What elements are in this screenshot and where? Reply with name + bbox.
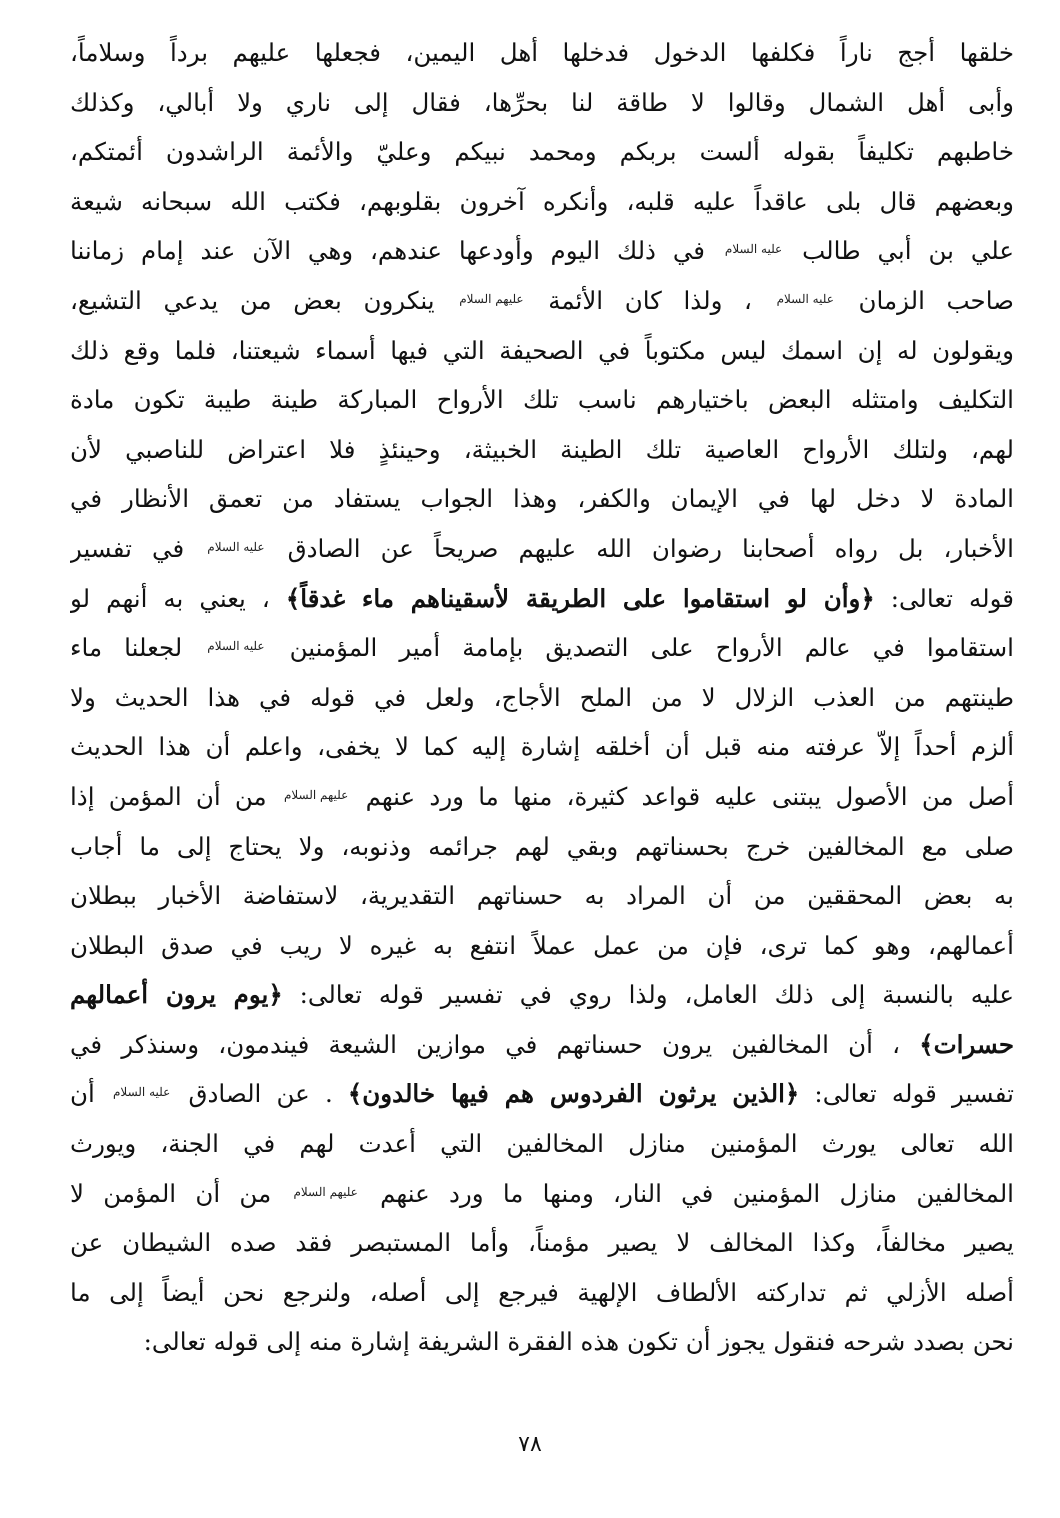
honorific-ligature: عليه السلام xyxy=(112,1085,171,1100)
text-line xyxy=(70,921,1014,971)
quranic-verse: ﴿وأن لو استقاموا على الطريقة لأسقيناهم ماء غدقاً﴾ xyxy=(285,583,875,613)
text-line xyxy=(70,474,1014,524)
text-line xyxy=(70,78,1014,128)
text-line xyxy=(70,1268,1014,1318)
text-line xyxy=(70,1218,1014,1268)
text-segment: أصله الأزلي ثم تداركته الألطاف الإلهية فيرجع إلى أصله، ولنرجع نحن أيضاً إلى ما xyxy=(70,1277,1014,1307)
text-segment: خلقها أجج ناراً فكلفها الدخول فدخلها أهل اليمين، فجعلها عليهم برداً وسلاماً، xyxy=(70,38,1014,67)
text-segment: استقاموا في عالم الأرواح على التصديق بإمامة أمير المؤمنين xyxy=(289,633,1014,663)
text-segment: خاطبهم تكليفاً بقوله ألست بربكم ومحمد نبيكم وعليّ والأئمة الراشدون أئمتكم، xyxy=(70,137,1014,167)
text-line xyxy=(70,1317,1014,1367)
text-segment: من أن المؤمن إذا xyxy=(70,781,267,811)
text-segment: عليه بالنسبة إلى ذلك العامل، ولذا روي في تفسير قوله تعالى: xyxy=(282,980,1014,1010)
text-segment: ألزم أحداً إلاّ عرفته منه قبل أن أخلقه إشارة إليه كما لا يخفى، واعلم أن هذا الحديث xyxy=(70,732,1014,762)
text-line xyxy=(70,127,1014,177)
text-segment: المادة لا دخل لها في الإيمان والكفر، وهذا الجواب يستفاد من تعمق الأنظار في xyxy=(70,484,1014,514)
text-segment: ، ولذا كان الأئمة xyxy=(548,285,752,315)
text-line xyxy=(70,226,1014,276)
text-line xyxy=(70,326,1014,376)
text-segment: تفسير قوله تعالى: xyxy=(799,1079,1014,1109)
text-segment: في تفسير xyxy=(70,533,185,563)
quranic-verse: ﴿الذين يرثون الفردوس هم فيها خالدون﴾ xyxy=(347,1079,800,1109)
honorific-ligature: عليه السلام xyxy=(724,242,783,257)
text-segment: نحن بصدد شرحه فنقول يجوز أن تكون هذه الفقرة الشريفة إشارة منه إلى قوله تعالى: xyxy=(143,1327,1014,1357)
text-segment: وبعضهم قال بلى عاقداً عليه قلبه، وأنكره آخرون بقلوبهم، فكتب الله سبحانه شيعة xyxy=(70,186,1014,216)
text-segment: وأبى أهل الشمال وقالوا لا طاقة لنا بحرِّها، فقال إلى ناري ولا أبالي، وكذلك xyxy=(70,87,1014,117)
quranic-verse: ﴿يوم يرون أعمالهم xyxy=(70,980,283,1010)
text-segment: يصير مخالفاً، وكذا المخالف لا يصير مؤمناً، وأما المستبصر فقد صده الشيطان عن xyxy=(70,1228,1014,1258)
text-line xyxy=(70,673,1014,723)
quranic-verse: حسرات﴾ xyxy=(919,1029,1014,1059)
text-line xyxy=(70,1119,1014,1169)
text-segment: ينكرون بعض من يدعي التشيع، xyxy=(70,285,435,315)
text-line xyxy=(70,970,1014,1020)
text-segment: قوله تعالى: xyxy=(874,583,1014,613)
text-line xyxy=(70,177,1014,227)
honorific-ligature: عليهم السلام xyxy=(459,291,524,306)
honorific-ligature: عليه السلام xyxy=(207,639,265,654)
text-segment: ، يعني به أنهم لو xyxy=(70,583,270,613)
text-line xyxy=(70,1169,1014,1219)
text-line xyxy=(70,524,1014,574)
honorific-ligature: عليه السلام xyxy=(207,539,265,554)
honorific-ligature: عليهم السلام xyxy=(293,1184,358,1199)
text-line xyxy=(70,28,1014,78)
text-line xyxy=(70,276,1014,326)
honorific-ligature: عليهم السلام xyxy=(283,787,349,802)
body-text xyxy=(70,28,1014,1367)
text-segment: . عن الصادق xyxy=(188,1079,333,1109)
text-line xyxy=(70,772,1014,822)
text-segment: الله تعالى يورث المؤمنين منازل المخالفين التي أعدت لهم في الجنة، ويورث xyxy=(70,1129,1014,1159)
text-segment: من أن المؤمن لا xyxy=(70,1178,272,1208)
text-segment: صاحب الزمان xyxy=(858,285,1014,315)
text-segment: صلى مع المخالفين خرج بحسناتهم وبقي لهم جرائمه وذنوبه، ولا يحتاج إلى ما أجاب xyxy=(70,831,1014,861)
text-segment: أصل من الأصول يبتنى عليه قواعد كثيرة، منها ما ورد عنهم xyxy=(365,781,1014,811)
text-line xyxy=(70,623,1014,673)
text-segment: ، أن المخالفين يرون حسناتهم في موازين الشيعة فيندمون، وسنذكر في xyxy=(70,1029,901,1059)
text-segment: لجعلنا ماء xyxy=(70,633,183,663)
text-line xyxy=(70,425,1014,475)
text-segment: المخالفين منازل المؤمنين في النار، ومنها ما ورد عنهم xyxy=(380,1178,1014,1208)
text-segment: علي بن أبي طالب xyxy=(802,236,1014,266)
text-line xyxy=(70,1069,1014,1119)
honorific-ligature: عليه السلام xyxy=(776,291,834,306)
text-segment: لهم، ولتلك الأرواح العاصية تلك الطينة الخبيثة، وحينئذٍ فلا اعتراض للناصبي لأن xyxy=(70,434,1014,464)
page-number: ٧٨ xyxy=(518,1432,542,1457)
text-line xyxy=(70,722,1014,772)
text-segment: في ذلك اليوم وأودعها عندهم، وهي الآن عند إمام زماننا xyxy=(70,236,706,266)
text-segment: ويقولون له إن اسمك ليس مكتوباً في الصحيفة التي فيها أسماء شيعتنا، فلما وقع ذلك xyxy=(70,335,1014,365)
text-line xyxy=(70,871,1014,921)
text-segment: التكليف وامتثله البعض باختيارهم ناسب تلك الأرواح المباركة طينة طيبة تكون مادة xyxy=(70,385,1014,415)
text-line xyxy=(70,1020,1014,1070)
text-line xyxy=(70,822,1014,872)
text-segment: طينتهم من العذب الزلال لا من الملح الأجاج، ولعل في قوله في هذا الحديث ولا xyxy=(70,682,1014,712)
text-segment: أعمالهم، وهو كما ترى، فإن من عمل عملاً انتفع به غيره لا ريب في صدق البطلان xyxy=(70,930,1014,960)
text-line xyxy=(70,574,1014,624)
text-line xyxy=(70,375,1014,425)
text-segment: أن xyxy=(70,1079,95,1109)
text-segment: الأخبار، بل رواه أصحابنا رضوان الله عليهم صريحاً عن الصادق xyxy=(287,533,1014,563)
text-segment: به بعض المحققين من أن المراد به حسناتهم التقديرية، لاستفاضة الأخبار ببطلان xyxy=(70,881,1014,911)
